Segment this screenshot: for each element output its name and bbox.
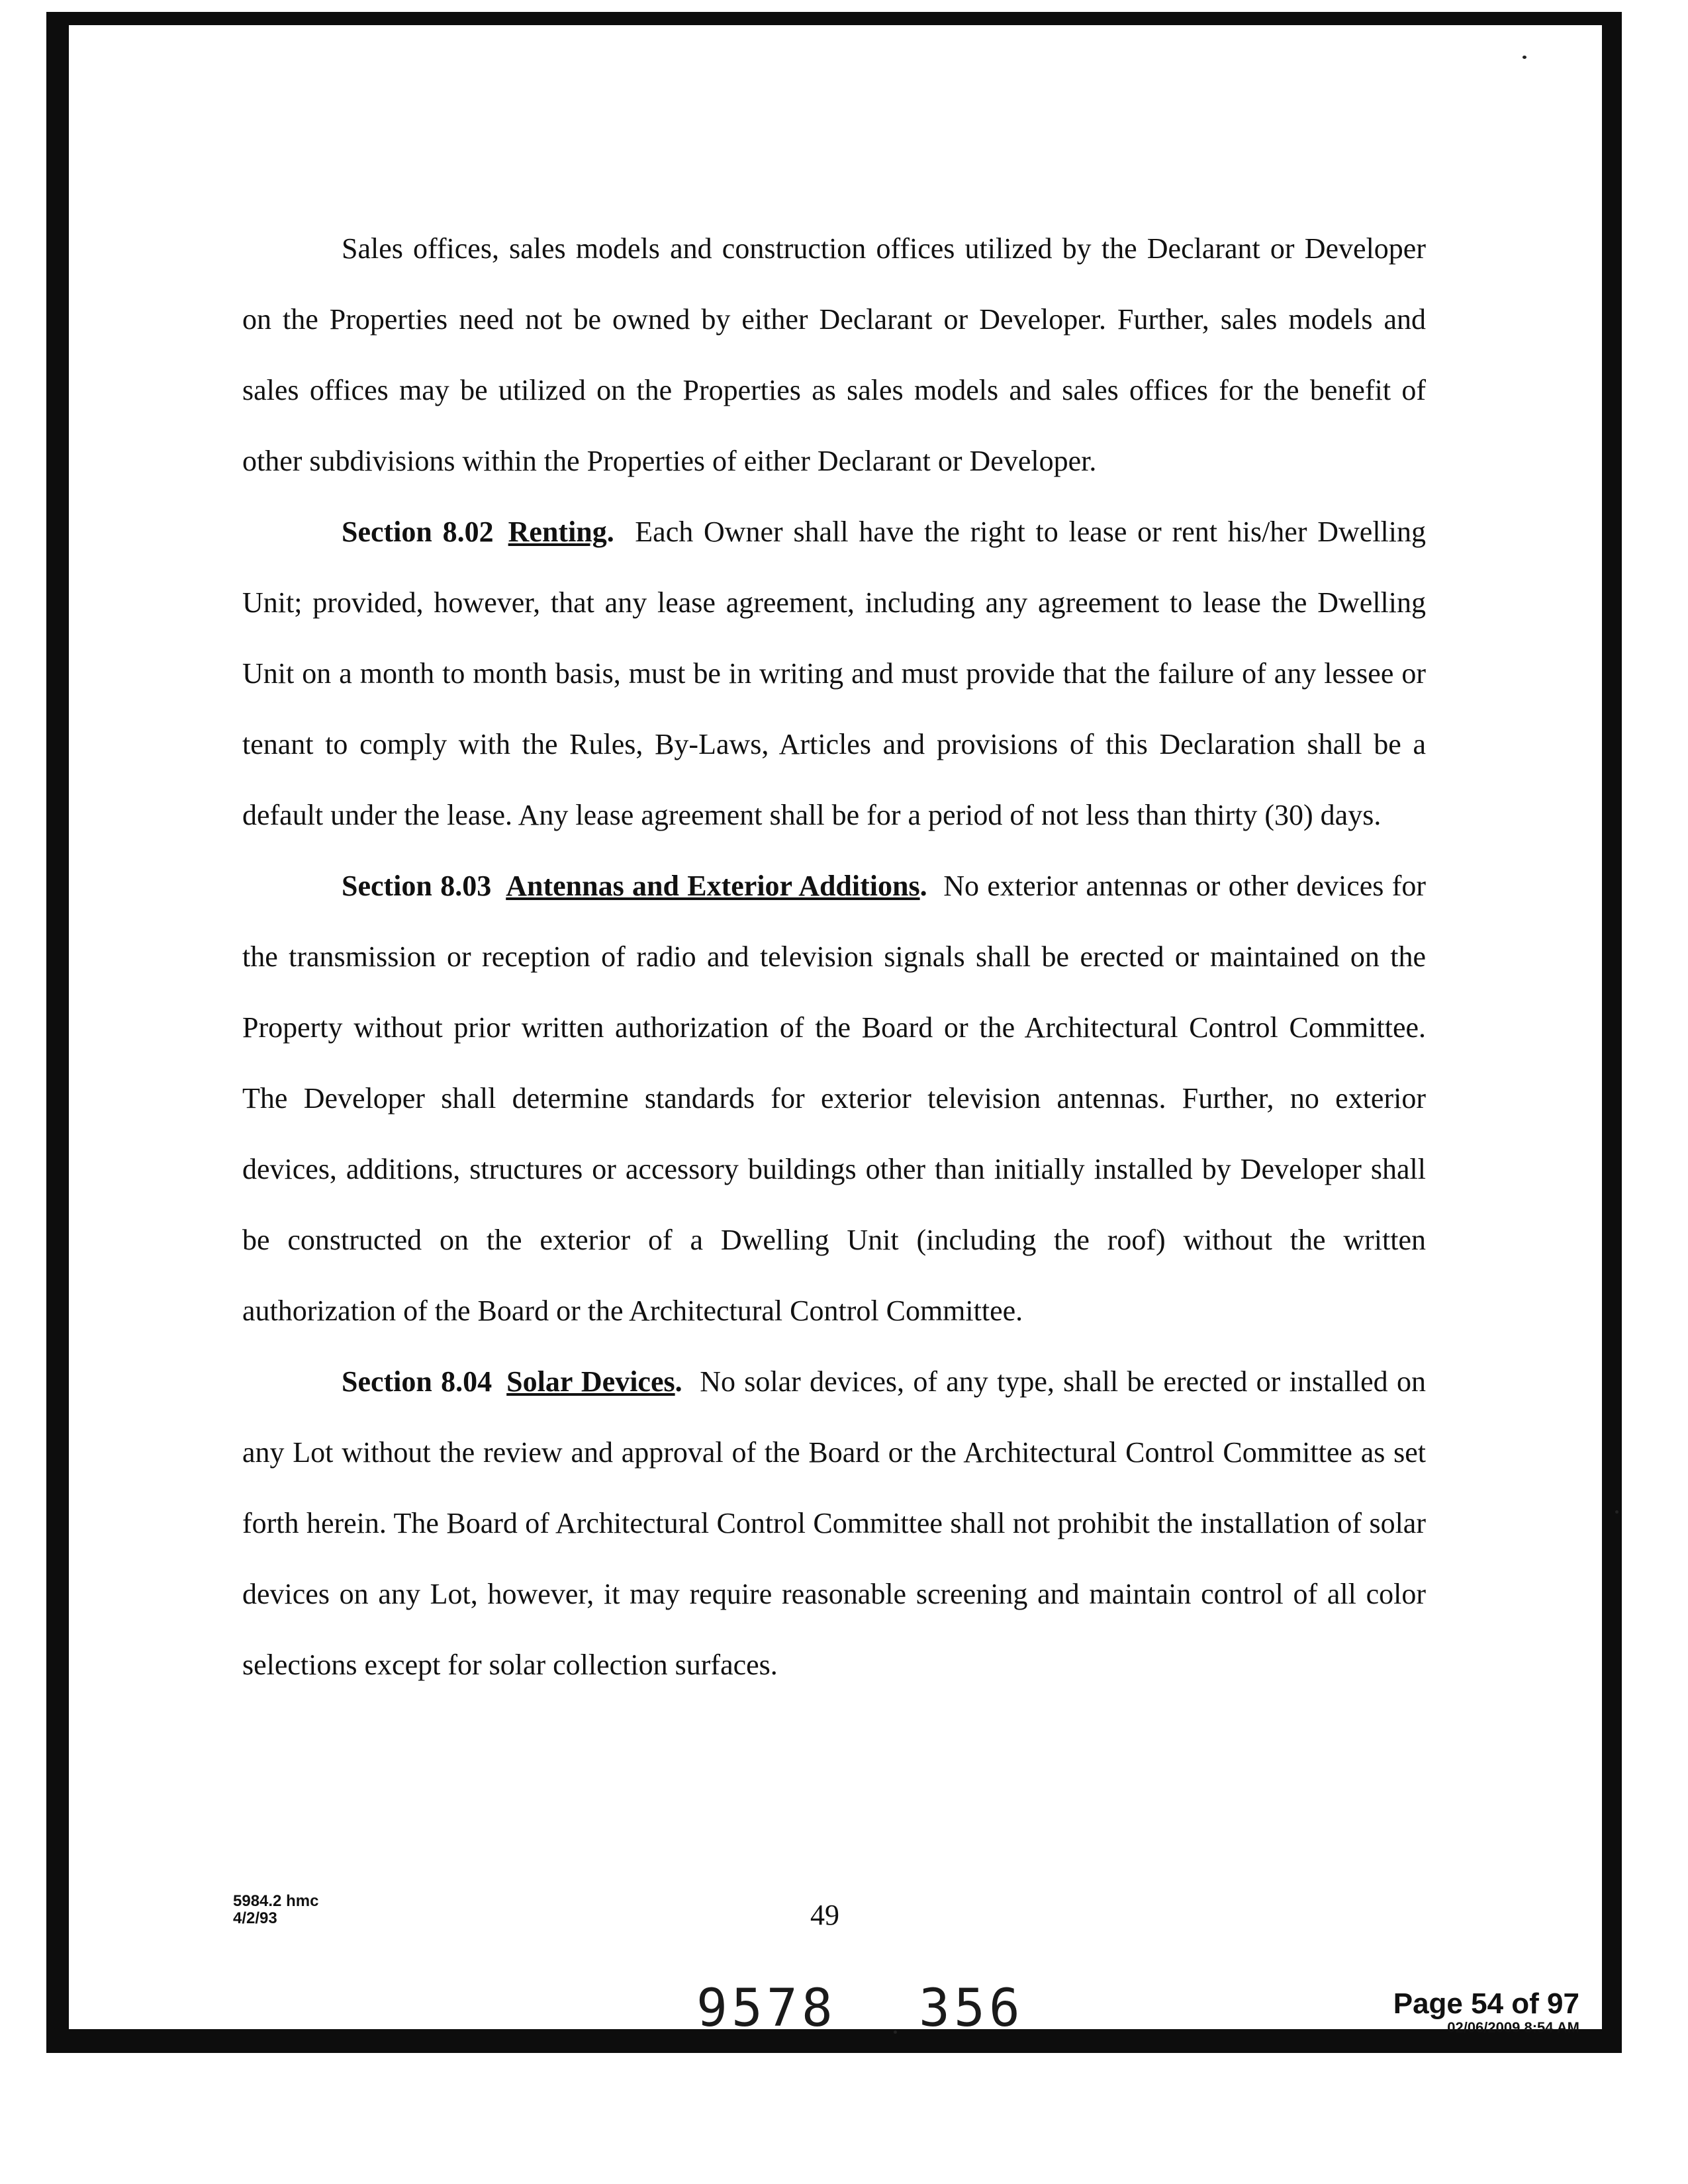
section-text: Each Owner shall have the right to lease or rent his/her Dwelling Unit; provided, however, that any lease agreement, including any agreement to lease the Dwelling Unit on a month to month basis, must be in writing and must provide that the failure of any lessee or tenant to comply with the Rules, By-Laws, Articles and provisions of this Declaration shall be a default under the lease. Any lease agreement shall be for a period of not less than thirty (30) days.	[242, 516, 1426, 831]
section-text: No solar devices, of any type, shall be erected or installed on any Lot without the review and approval of the Board or the Architectural Control Committee as set forth herein. The Board of Architectural Control Committee shall not prohibit the installation of solar devices on any Lot, however, it may require reasonable screening and maintain control of all color selections except for solar collection surfaces.	[242, 1365, 1426, 1681]
heading-period: .	[919, 870, 927, 902]
file-code: 5984.2 hmc	[233, 1892, 319, 1910]
paragraph-text: Sales offices, sales models and construction offices utilized by the Declarant or Developer on the Properties need not be owned by either Declarant or Developer. Further, sales models and sales offices may be utilized on the Properties as sales models and sales offices for the benefit of other subdivisions within the Properties of either Declarant or Developer.	[242, 232, 1426, 477]
document-body	[242, 213, 1426, 1700]
section-heading: Renting	[508, 516, 607, 548]
heading-period: .	[606, 516, 614, 548]
section-heading: Solar Devices	[506, 1365, 675, 1398]
section-number: Section 8.04	[342, 1365, 492, 1398]
section-heading: Antennas and Exterior Additions	[506, 870, 920, 902]
section-number: Section 8.02	[342, 516, 494, 548]
scan-speck	[1615, 1510, 1618, 1514]
recording-stamp-page: 356	[919, 1979, 1024, 2038]
file-reference	[233, 1893, 318, 1927]
scan-speck	[1523, 56, 1526, 59]
page-of-label: Page 54 of 97	[1393, 1987, 1579, 2020]
scan-speck	[894, 2030, 897, 2034]
section-text: No exterior antennas or other devices for the transmission or reception of radio and television signals shall be erected or maintained on the Property without prior written authorization of the Board or the Architectural Control Committee. The Developer shall determine standards for exterior television antennas. Further, no exterior devices, additions, structures or accessory buildings other than initially installed by Developer shall be constructed on the exterior of a Dwelling Unit (including the roof) without the written authorization of the Board or the Architectural Control Committee.	[242, 870, 1426, 1327]
print-timestamp: 02/06/2009 8:54 AM	[1447, 2019, 1579, 2036]
section-number: Section 8.03	[342, 870, 492, 902]
paragraph-sales-offices	[242, 213, 1426, 496]
page-number: 49	[810, 1899, 839, 1931]
section-8-03	[242, 850, 1426, 1346]
section-8-02	[242, 496, 1426, 850]
file-date: 4/2/93	[233, 1909, 277, 1927]
recording-stamp-book: 9578	[696, 1979, 837, 2038]
heading-period: .	[675, 1365, 682, 1398]
section-8-04	[242, 1346, 1426, 1700]
page-counter	[1393, 1988, 1579, 2036]
